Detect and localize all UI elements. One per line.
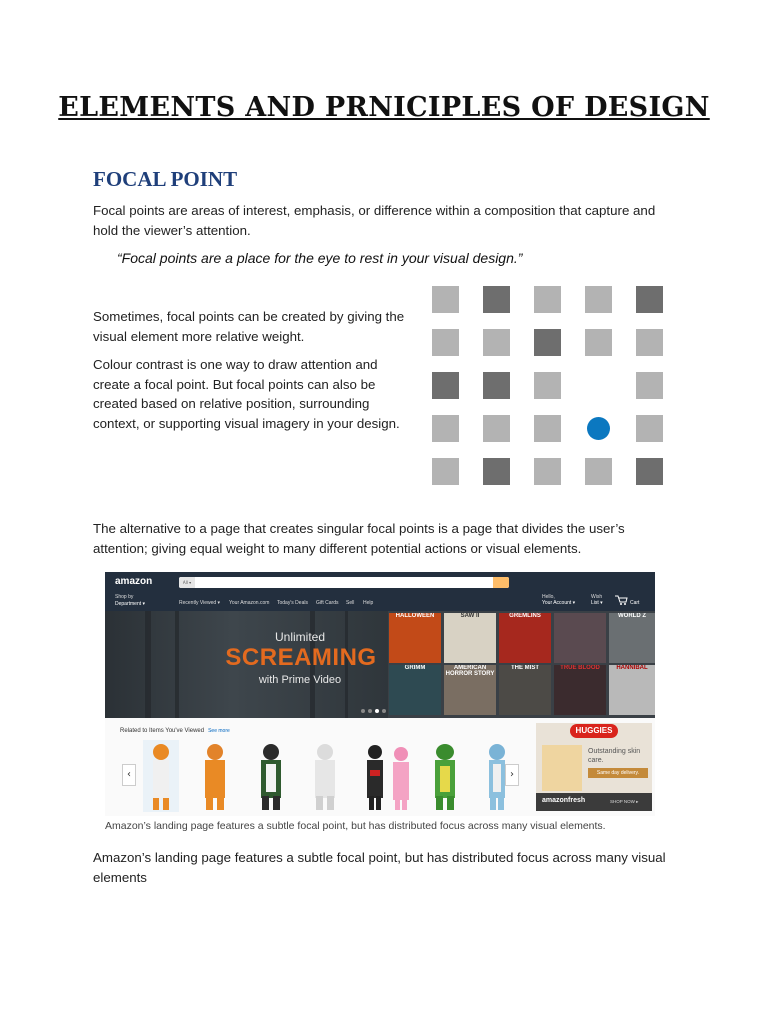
department-menu: Department ▾: [115, 601, 146, 607]
grid-square-light: [585, 458, 612, 485]
poster-the-mist: THE MIST: [499, 665, 551, 715]
grid-square-light: [636, 415, 663, 442]
see-more-link: See more: [208, 728, 230, 734]
shop-by-label: Shop by: [115, 594, 134, 600]
costume-penguin-image: [251, 740, 291, 812]
grid-square-dark: [636, 458, 663, 485]
focal-point-grid-illustration: [432, 286, 667, 486]
account-menu: Your Account ▾: [542, 600, 576, 606]
poster-gremlins: GREMLINS: [499, 613, 551, 663]
amazonfresh-logo: amazonfresh: [542, 797, 586, 804]
intro-paragraph: Focal points are areas of interest, emphasis, or difference within a composition that capture and hold the viewer’s attention.: [93, 203, 656, 238]
grid-square-dark: [432, 372, 459, 399]
poster-hannibal: HANNIBAL: [609, 665, 655, 715]
shop-now-link: SHOP NOW ▸: [610, 799, 639, 804]
poster-grimm: GRIMM: [389, 665, 441, 715]
costume-fox-image: [141, 740, 181, 812]
amazon-logo: amazon: [115, 576, 153, 587]
grid-square-dark: [534, 329, 561, 356]
nav-recently-viewed: Recently Viewed ▾: [179, 600, 221, 606]
grid-square-light: [585, 286, 612, 313]
grid-square-light: [534, 286, 561, 313]
banner-screaming: SCREAMING: [225, 644, 377, 671]
ad-headline: Outstanding skin care.: [588, 748, 641, 764]
chevron-right-icon: ›: [505, 764, 519, 786]
huggies-logo: HUGGIES: [570, 724, 618, 738]
search-icon: [493, 577, 509, 588]
document-title: ELEMENTS AND PRNICIPLES OF DESIGN: [58, 92, 710, 123]
list-menu: List ▾: [591, 600, 603, 606]
grid-square-light: [483, 415, 510, 442]
grid-square-light: [432, 458, 459, 485]
grid-square-dark: [483, 372, 510, 399]
poster-halloween: HALLOWEEN: [389, 613, 441, 663]
nav-your-amazon: Your Amazon.com: [229, 600, 270, 606]
amazon-header-bar: [105, 572, 655, 611]
grid-square-dark: [636, 286, 663, 313]
grid-square-dark: [483, 286, 510, 313]
grid-square-light: [534, 415, 561, 442]
amazon-landing-page-image: [105, 572, 655, 816]
poster-world-war-z: WORLD Z: [609, 613, 655, 663]
focal-circle: [587, 417, 610, 440]
grid-square-light: [432, 415, 459, 442]
relative-weight-paragraph: Sometimes, focal points can be created by giving the visual element more relative weight.: [93, 309, 405, 344]
grid-square-light: [636, 372, 663, 399]
account-hello: Hello,: [542, 594, 555, 600]
banner-prime-video: with Prime Video: [258, 674, 342, 686]
nav-help: Help: [363, 600, 374, 606]
costume-white-image: [305, 740, 345, 812]
alternative-paragraph: The alternative to a page that creates singular focal points is a page that divides the user’s attention; giving equal weight to many different potential actions or visual elements.: [93, 521, 625, 556]
nav-sell: Sell: [346, 600, 355, 606]
grid-square-light: [534, 458, 561, 485]
cart-icon: [614, 594, 628, 605]
banner-unlimited: Unlimited: [274, 630, 325, 644]
diaper-box-image: [542, 745, 582, 791]
huggies-amazonfresh-ad: [536, 723, 652, 811]
costume-frog-image: [425, 740, 465, 812]
related-items-section: [105, 718, 655, 816]
grid-square-light: [432, 286, 459, 313]
prime-video-banner: [105, 611, 655, 718]
grid-square-light: [483, 329, 510, 356]
chevron-left-icon: ‹: [122, 764, 136, 786]
costume-orange-image: [195, 740, 235, 812]
image-caption: Amazon’s landing page features a subtle focal point, but has distributed focus across many visual elements.: [105, 820, 606, 832]
quote: “Focal points are a place for the eye to rest in your visual design.”: [117, 250, 523, 266]
wish-label: Wish: [591, 594, 603, 600]
ad-delivery-bar: Same day delivery.: [588, 768, 648, 778]
grid-square-light: [585, 329, 612, 356]
grid-square-dark: [483, 458, 510, 485]
nav-gift-cards: Gift Cards: [316, 600, 339, 606]
grid-square-light: [432, 329, 459, 356]
related-items-heading: Related to Items You've Viewed: [120, 728, 205, 734]
grid-square-light: [534, 372, 561, 399]
cart-label: Cart: [630, 600, 640, 606]
poster-drama: [554, 613, 606, 663]
nav-todays-deals: Today's Deals: [277, 600, 308, 606]
colour-contrast-paragraph: Colour contrast is one way to draw attention and create a focal point. But focal points can also be created based on relative position, surrounding context, or supporting visual imagery in your design.: [93, 357, 400, 431]
search-category-select: All ▾: [179, 577, 195, 588]
amazon-summary-paragraph: Amazon’s landing page features a subtle focal point, but has distributed focus across many visual elements: [93, 850, 666, 885]
poster-true-blood: TRUE BLOOD: [554, 665, 606, 715]
amazon-search-box: [179, 577, 509, 588]
poster-american-horror-story: AMERICAN HORROR STORY: [444, 665, 496, 715]
section-heading: FOCAL POINT: [93, 167, 238, 191]
poster-saw: SAW II: [444, 613, 496, 663]
grid-square-light: [636, 329, 663, 356]
costume-pair-image: [361, 740, 417, 812]
